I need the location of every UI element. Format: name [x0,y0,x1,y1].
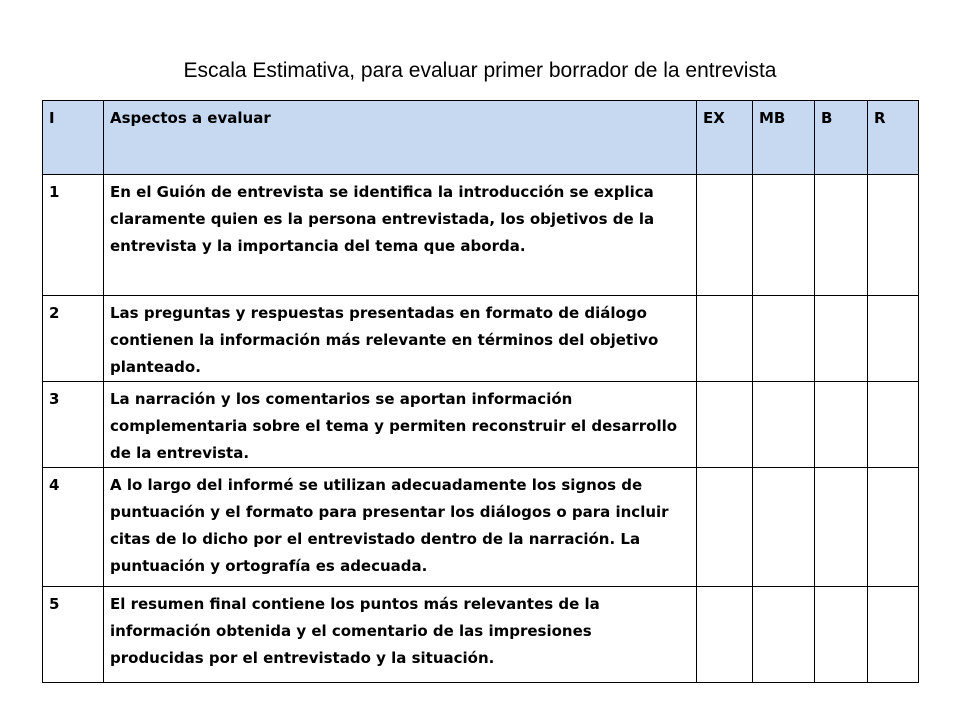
rating-cell-r[interactable] [868,175,919,296]
rating-cell-b[interactable] [815,587,868,683]
row-number: 2 [43,296,104,382]
table-row [43,175,919,296]
table-header-row [43,101,919,175]
row-aspect-text: A lo largo del informé se utilizan adecuadamente los signos de puntuación y el formato para presentar los diálogos o para incluir citas de lo dicho por el entrevistado dentro de la narración. La puntuación y ortografía es adecuada. [104,468,697,587]
row-number: 1 [43,175,104,296]
table-row [43,587,919,683]
rating-cell-mb[interactable] [753,468,815,587]
rating-cell-ex[interactable] [697,468,753,587]
evaluation-table [42,100,919,683]
header-aspect: Aspectos a evaluar [104,101,697,175]
header-mb: MB [753,101,815,175]
table-row [43,296,919,382]
row-number: 4 [43,468,104,587]
row-aspect-text: La narración y los comentarios se aportan información complementaria sobre el tema y permiten reconstruir el desarrollo de la entrevista. [104,382,697,468]
row-aspect-text: Las preguntas y respuestas presentadas en formato de diálogo contienen la información más relevante en términos del objetivo planteado. [104,296,697,382]
rating-cell-b[interactable] [815,296,868,382]
rating-cell-ex[interactable] [697,587,753,683]
table-row [43,468,919,587]
rating-cell-r[interactable] [868,382,919,468]
rating-cell-mb[interactable] [753,296,815,382]
header-ex: EX [697,101,753,175]
rating-cell-b[interactable] [815,175,868,296]
rating-cell-mb[interactable] [753,175,815,296]
rating-cell-r[interactable] [868,468,919,587]
rating-cell-ex[interactable] [697,296,753,382]
header-number: I [43,101,104,175]
header-r: R [868,101,919,175]
rating-cell-r[interactable] [868,296,919,382]
row-number: 5 [43,587,104,683]
rating-cell-b[interactable] [815,382,868,468]
row-aspect-text: El resumen final contiene los puntos más relevantes de la información obtenida y el comentario de las impresiones producidas por el entrevistado y la situación. [104,587,697,683]
rating-cell-ex[interactable] [697,175,753,296]
rating-cell-mb[interactable] [753,382,815,468]
rating-cell-ex[interactable] [697,382,753,468]
header-b: B [815,101,868,175]
page-title: Escala Estimativa, para evaluar primer borrador de la entrevista [183,59,777,82]
row-aspect-text: En el Guión de entrevista se identifica la introducción se explica claramente quien es la persona entrevistada, los objetivos de la entrevista y la importancia del tema que aborda. [104,175,697,296]
table-row [43,382,919,468]
rating-cell-r[interactable] [868,587,919,683]
rating-cell-b[interactable] [815,468,868,587]
row-number: 3 [43,382,104,468]
rating-cell-mb[interactable] [753,587,815,683]
